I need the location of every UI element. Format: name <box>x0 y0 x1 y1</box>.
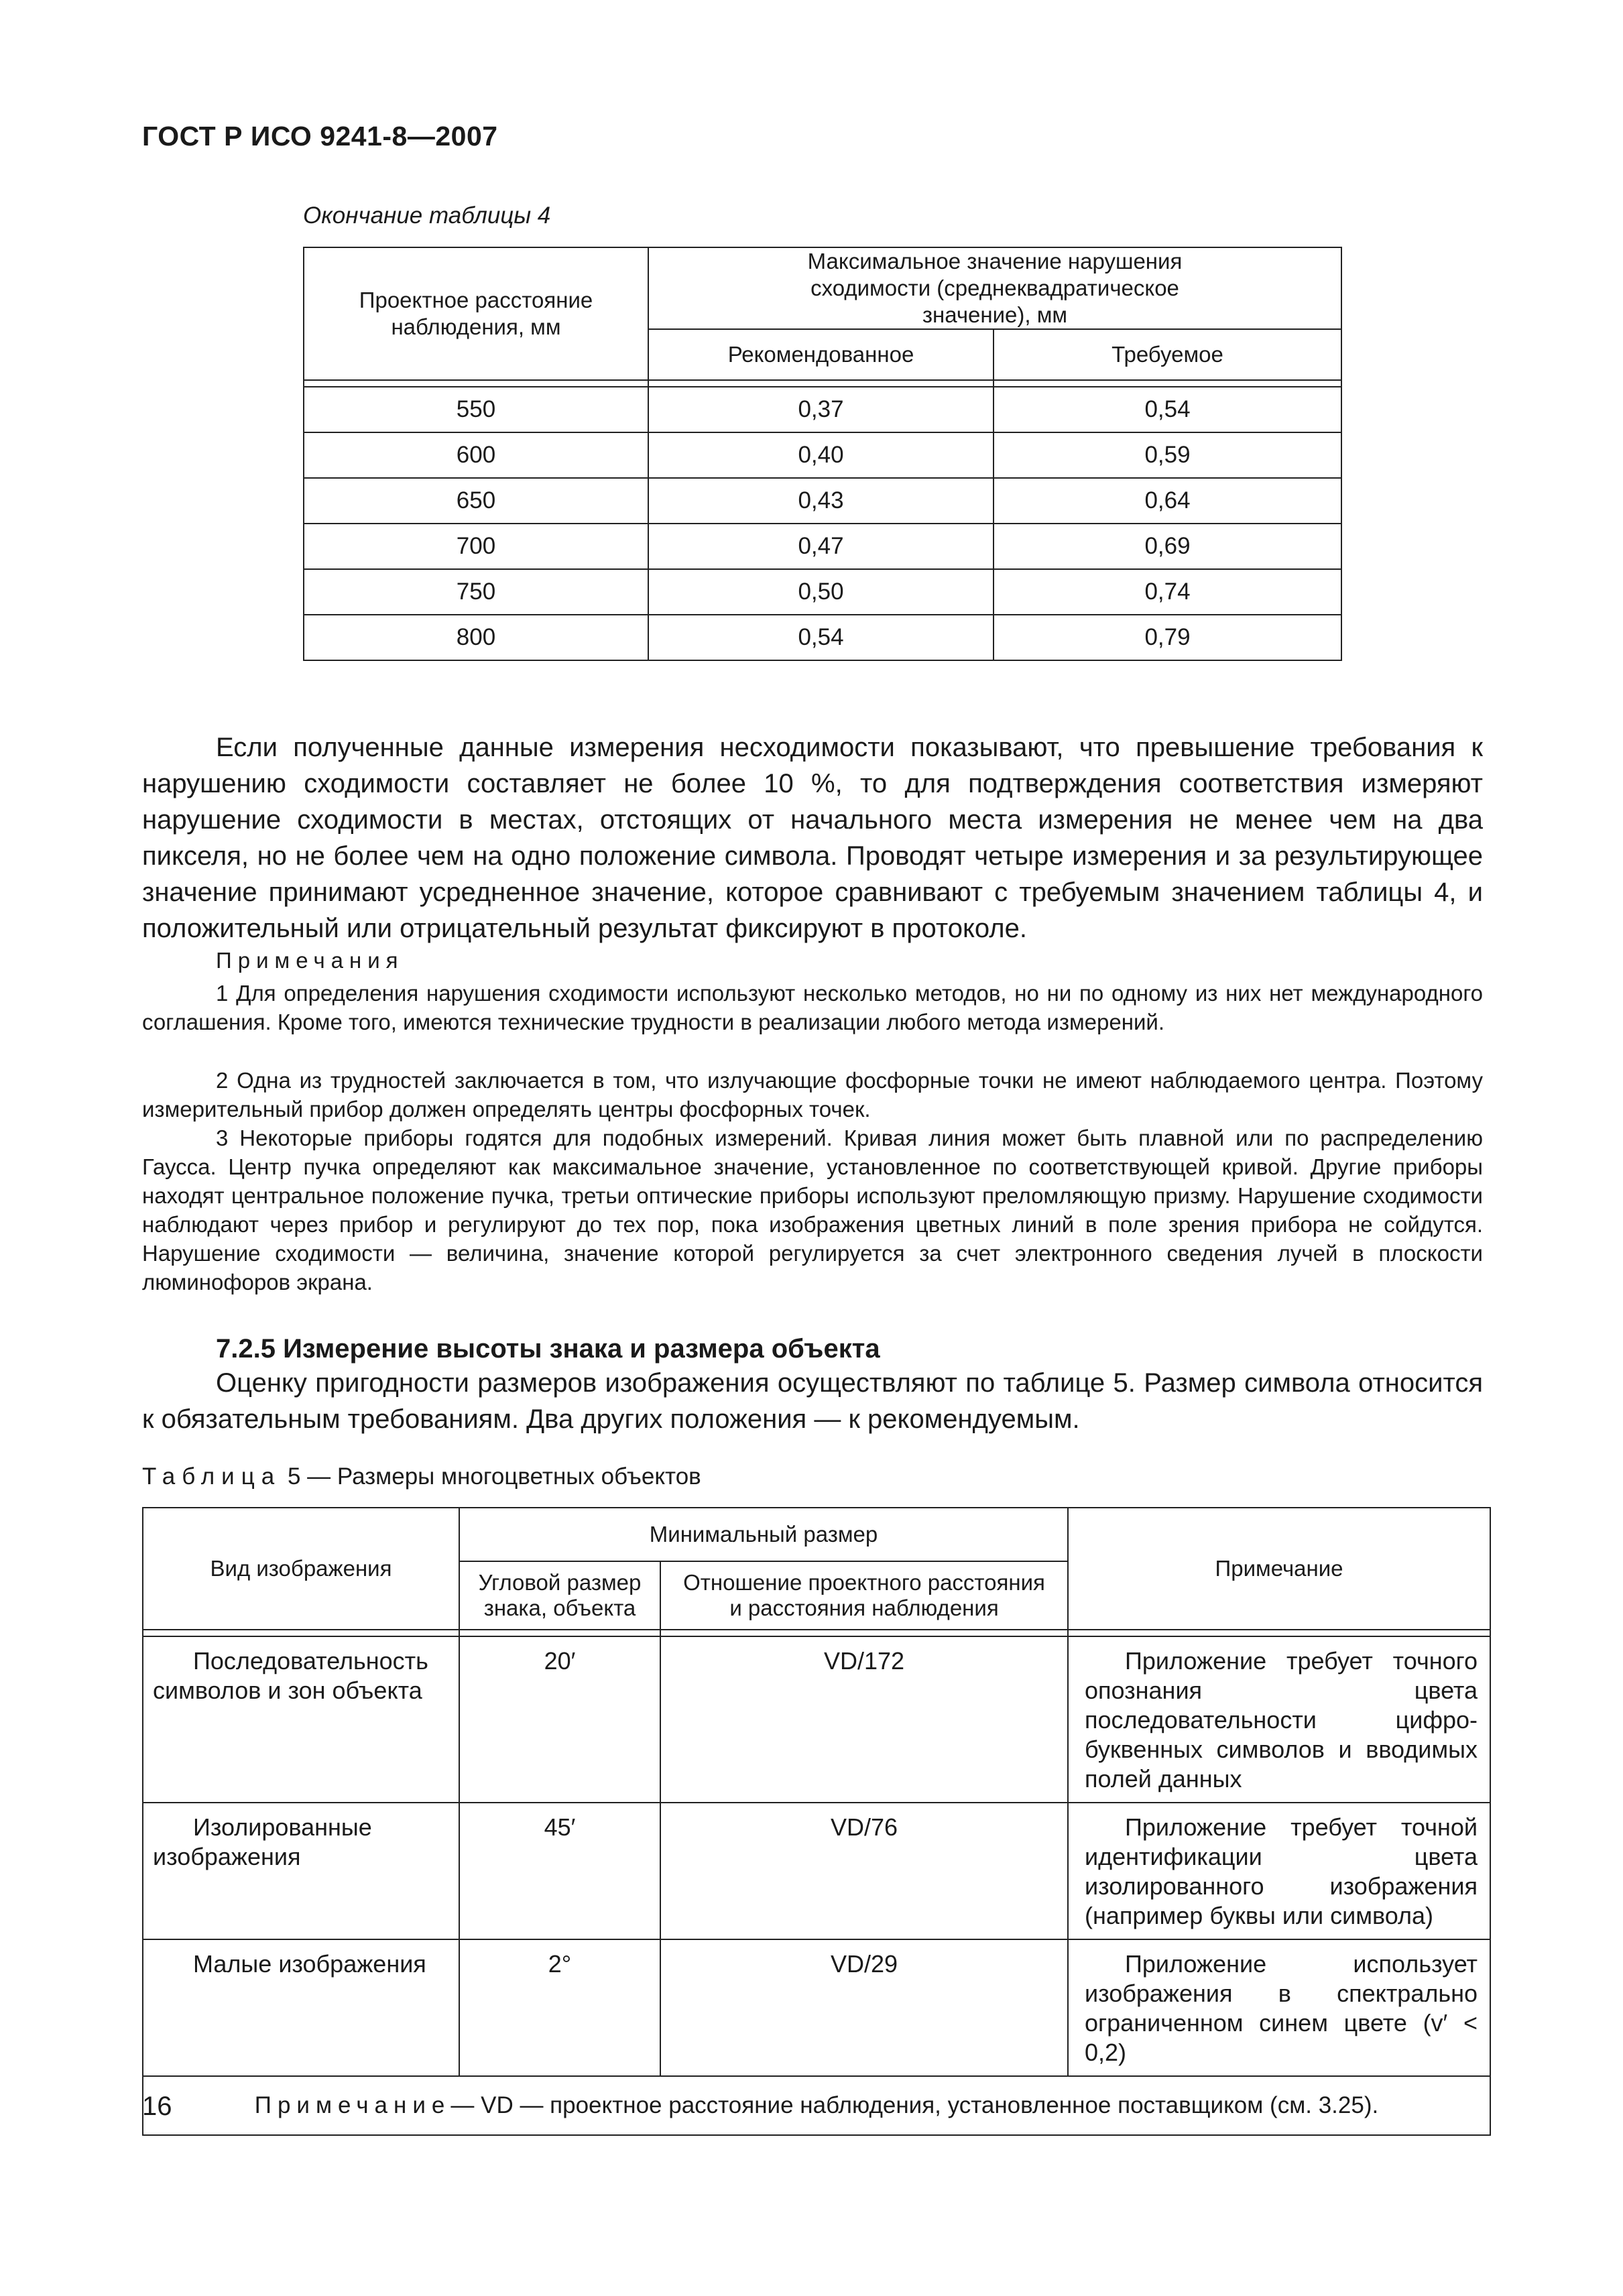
cell-text: Приложение использует изображения в спектрально ограниченном синем цвете (v′ < 0,2) <box>1085 1950 1478 2066</box>
table5-footer-note <box>143 2076 1490 2135</box>
note-item <box>142 1124 1483 1296</box>
table-cell: 0,69 <box>994 524 1341 569</box>
table-cell: 45′ <box>459 1803 660 1939</box>
table-cell: 650 <box>304 478 648 524</box>
table-cell: VD/172 <box>660 1636 1068 1803</box>
table5-caption-prefix: Таблица <box>142 1463 282 1490</box>
cell-text: Последовательность символов и зон объекта <box>153 1647 428 1704</box>
table5 <box>142 1507 1491 2136</box>
table-cell: 700 <box>304 524 648 569</box>
table-cell: 600 <box>304 432 648 478</box>
table5-col-ratio: Отношение проектного расстояния и расстояния наблюдения <box>660 1561 1068 1630</box>
note-text: 3 Некоторые приборы годятся для подобных измерений. Кривая линия может быть плавной или по распределению Гаусса. Центр пучка определяют как максимальное значение, установленное по соответствующей кривой. Другие приборы находят центральное положение пучка, третьи оптические приборы используют преломляющую призму. Нарушение сходимости наблюдают через прибор и регулируют до тех пор, пока изображения цветных линий в поле зрения прибора не сойдутся. Нарушение сходимости — величина, значение которой регулируется за счет электронного сведения лучей в плоскости люминофоров экрана. <box>142 1126 1483 1294</box>
table5-footer-prefix: Примечание <box>254 2092 451 2118</box>
table5-col-kind: Вид изображения <box>143 1508 459 1630</box>
table-cell: 0,43 <box>648 478 994 524</box>
table-cell: 0,50 <box>648 569 994 615</box>
table-row <box>304 524 1341 569</box>
table5-footer-row <box>143 2076 1490 2135</box>
table5-col-angle: Угловой размер знака, объекта <box>459 1561 660 1630</box>
page-number: 16 <box>142 2092 172 2121</box>
table5-separator <box>143 1630 1490 1636</box>
table-cell: VD/29 <box>660 1939 1068 2076</box>
table-row <box>304 615 1341 660</box>
table4-col-recommended: Рекомендованное <box>648 329 994 380</box>
table-cell: 0,40 <box>648 432 994 478</box>
table5-col-min: Минимальный размер <box>459 1508 1068 1561</box>
table4-col-distance: Проектное расстояние наблюдения, мм <box>304 247 648 380</box>
table-cell: 0,54 <box>994 387 1341 432</box>
table-row <box>143 1803 1490 1939</box>
table-row <box>304 569 1341 615</box>
table4 <box>303 247 1342 661</box>
table-cell: 0,74 <box>994 569 1341 615</box>
section-title: 7.2.5 Измерение высоты знака и размера объекта <box>216 1334 880 1364</box>
note-text: 2 Одна из трудностей заключается в том, что излучающие фосфорные точки не имеют наблюдаемого центра. Поэтому измерительный прибор должен определять центры фосфорных точек. <box>142 1068 1483 1122</box>
table4-separator <box>304 380 1341 387</box>
table-cell <box>1068 1939 1490 2076</box>
table4-caption: Окончание таблицы 4 <box>303 202 551 229</box>
table-row <box>304 478 1341 524</box>
note-item <box>142 979 1483 1036</box>
cell-text: Приложение требует точного опознания цвета последовательности цифро-буквенных символов и вводимых полей данных <box>1085 1647 1478 1793</box>
section-paragraph <box>142 1365 1483 1437</box>
document-header: ГОСТ Р ИСО 9241-8—2007 <box>142 121 498 152</box>
table5-col-note: Примечание <box>1068 1508 1490 1630</box>
notes-heading: Примечания <box>216 948 404 973</box>
note-text: 1 Для определения нарушения сходимости используют несколько методов, но ни по одному из них нет международного соглашения. Кроме того, имеются технические трудности в реализации любого метода измерений. <box>142 981 1483 1034</box>
body-paragraph <box>142 729 1483 947</box>
cell-text: Приложение требует точной идентификации цвета изолированного изображения (например буквы или символа) <box>1085 1813 1478 1929</box>
table4-header-row <box>304 247 1341 329</box>
table-row <box>304 432 1341 478</box>
table-cell: 0,64 <box>994 478 1341 524</box>
table5-footer-text: — VD — проектное расстояние наблюдения, установленное поставщиком (см. 3.25). <box>450 2092 1379 2118</box>
table-cell <box>1068 1636 1490 1803</box>
table-row <box>304 387 1341 432</box>
table5-caption-text: 5 — Размеры многоцветных объектов <box>287 1463 701 1490</box>
table-cell: VD/76 <box>660 1803 1068 1939</box>
table5-caption <box>142 1463 701 1490</box>
table-cell <box>1068 1803 1490 1939</box>
table5-header-row <box>143 1508 1490 1561</box>
table-cell: 0,47 <box>648 524 994 569</box>
table4-col-max: Максимальное значение нарушения сходимости (среднеквадратическое значение), мм <box>648 247 1341 329</box>
table-cell <box>143 1939 459 2076</box>
table4-col-required: Требуемое <box>994 329 1341 380</box>
cell-text: Изолированные изображения <box>153 1813 372 1870</box>
table-cell: 750 <box>304 569 648 615</box>
table-cell <box>143 1803 459 1939</box>
table-cell: 0,37 <box>648 387 994 432</box>
note-item <box>142 1066 1483 1124</box>
table-row <box>143 1939 1490 2076</box>
paragraph-text: Оценку пригодности размеров изображения осуществляют по таблице 5. Размер символа относится к обязательным требованиям. Два других положения — к рекомендуемым. <box>142 1368 1483 1434</box>
paragraph-text: Если полученные данные измерения несходимости показывают, что превышение требования к нарушению сходимости составляет не более 10 %, то для подтверждения соответствия измеряют нарушение сходимости в местах, отстоящих от начального места измерения не менее чем на два пикселя, но не более чем на одно положение символа. Проводят четыре измерения и за результирующее значение принимают усредненное значение, которое сравнивают с требуемым значением таблицы 4, и положительный или отрицательный результат фиксируют в протоколе. <box>142 733 1483 943</box>
cell-text: Малые изображения <box>193 1950 426 1978</box>
table-cell: 550 <box>304 387 648 432</box>
table-cell: 0,54 <box>648 615 994 660</box>
table-cell: 800 <box>304 615 648 660</box>
table-cell <box>143 1636 459 1803</box>
table-row <box>143 1636 1490 1803</box>
table-cell: 0,79 <box>994 615 1341 660</box>
table-cell: 0,59 <box>994 432 1341 478</box>
table-cell: 2° <box>459 1939 660 2076</box>
table-cell: 20′ <box>459 1636 660 1803</box>
